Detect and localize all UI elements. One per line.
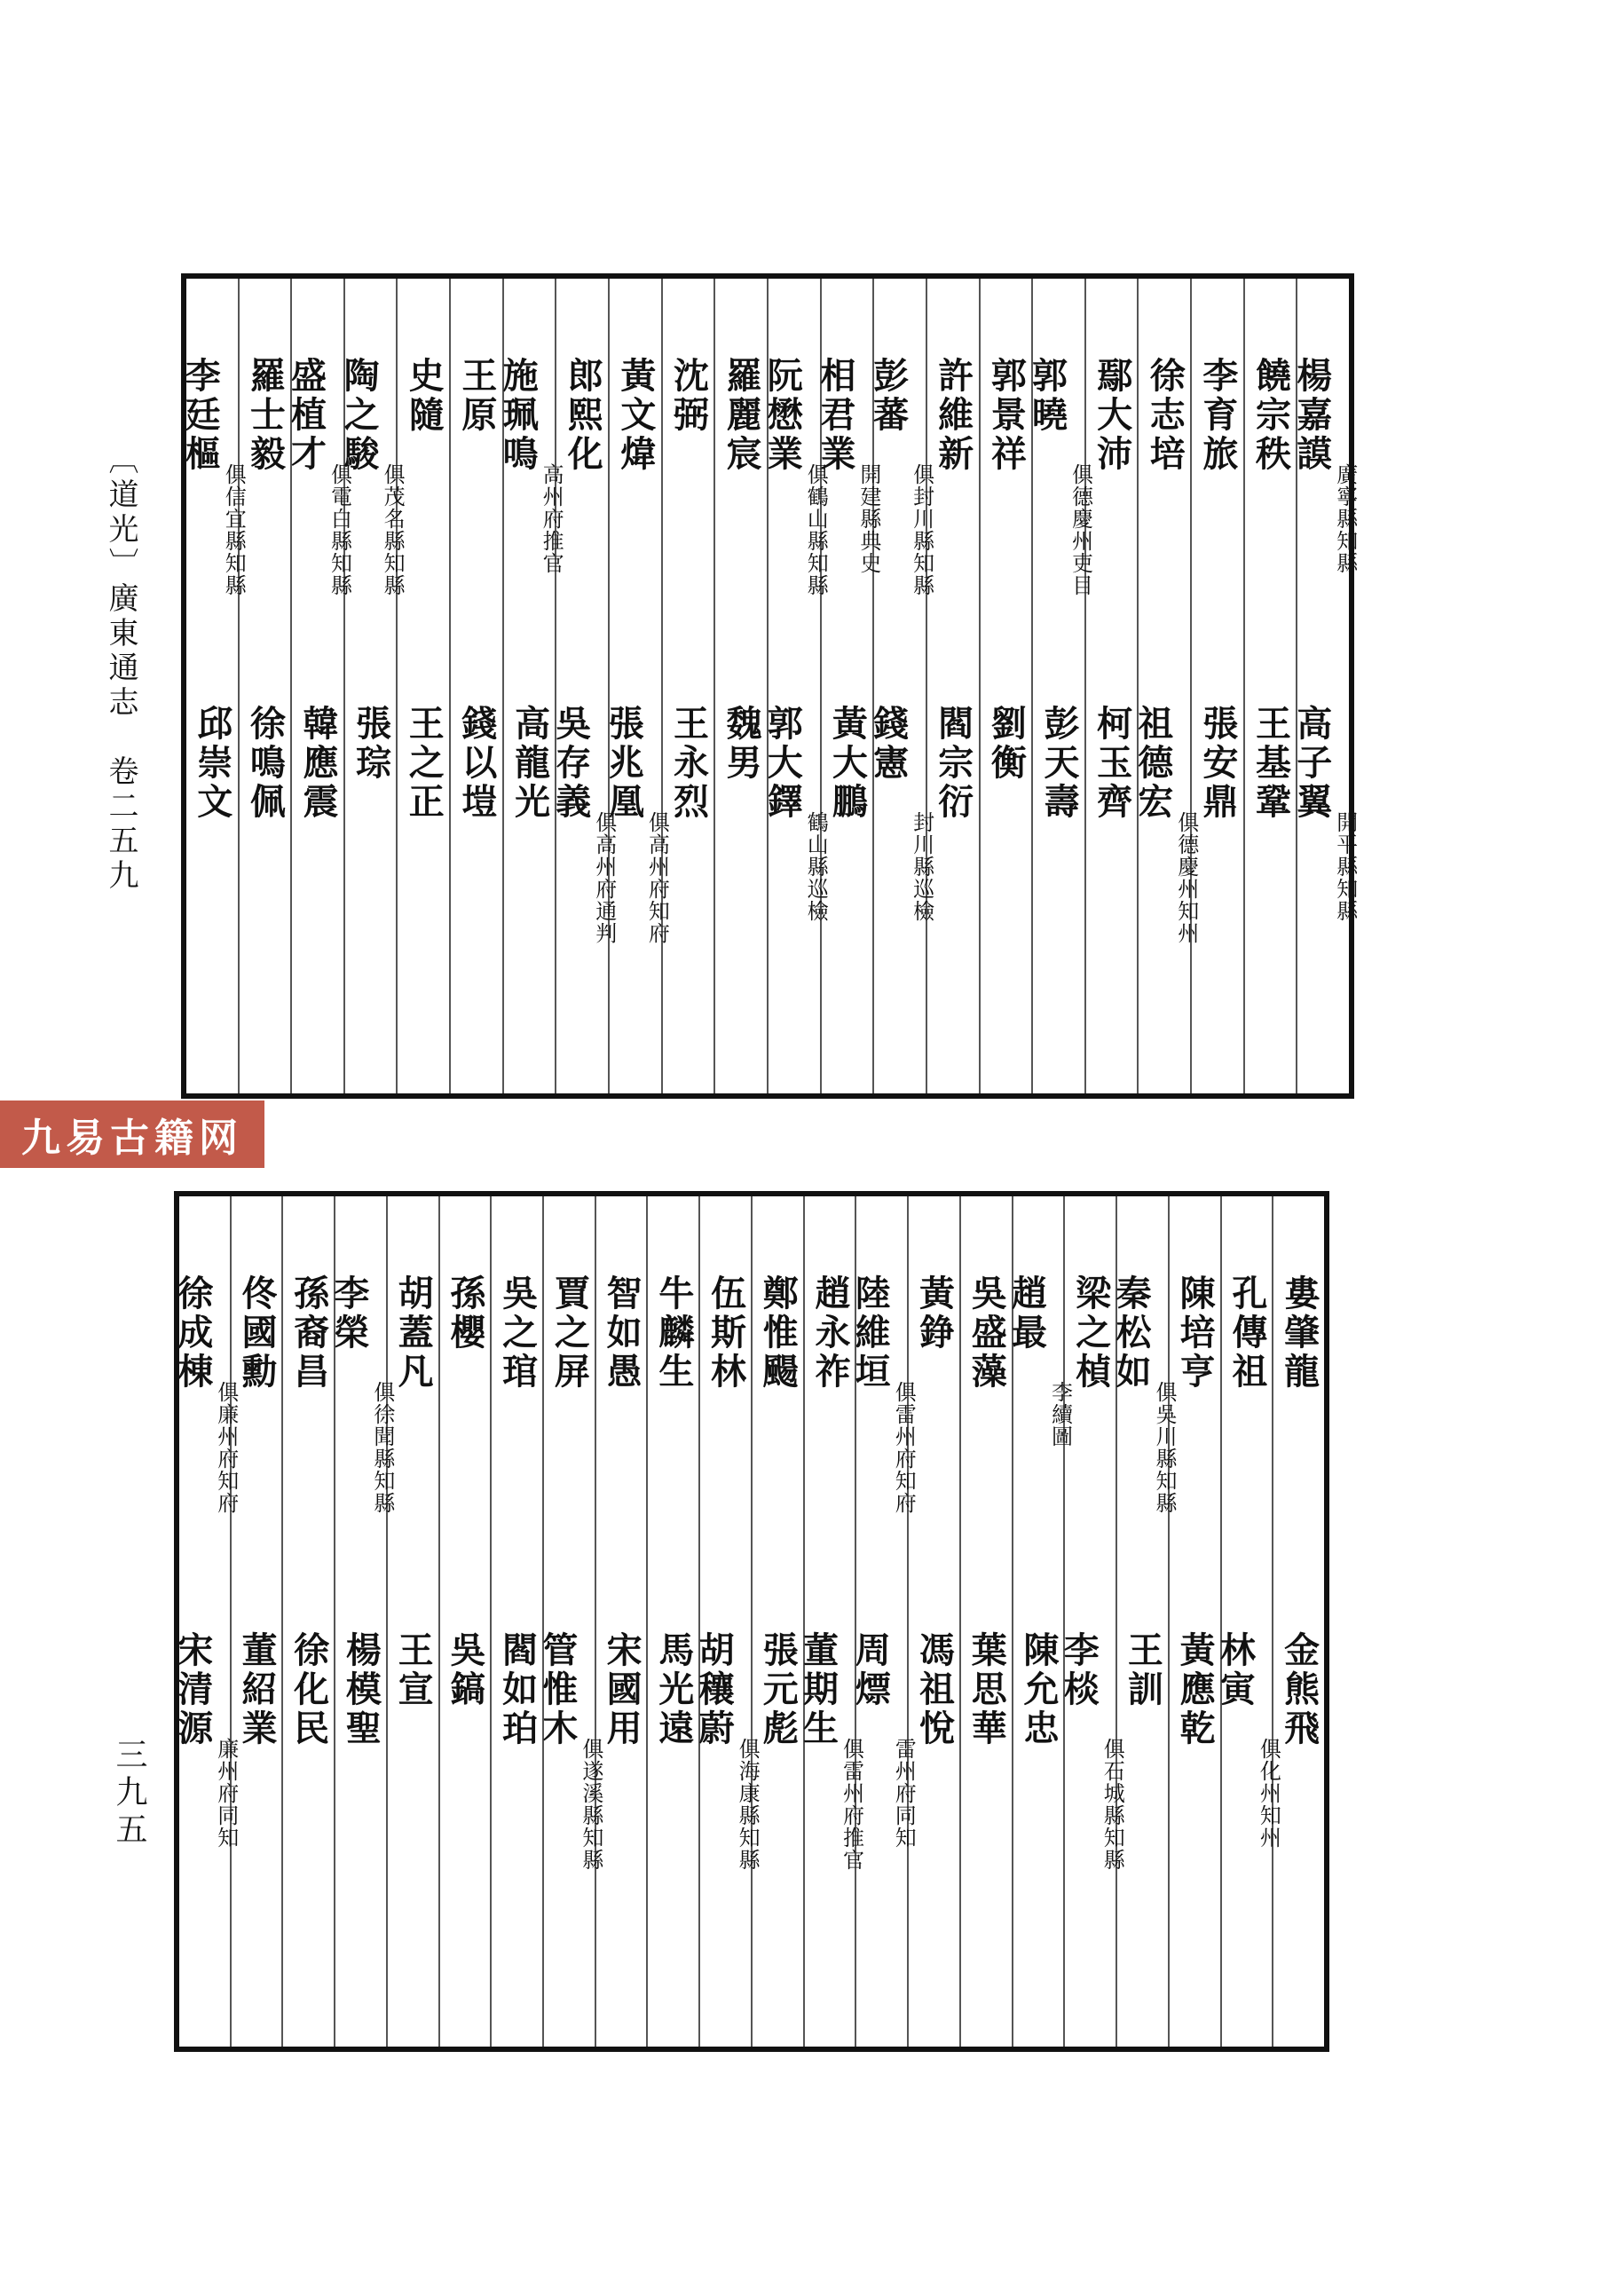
official-name: 阮懋業 xyxy=(761,357,804,474)
official-name: 郭大鐸 xyxy=(761,705,804,822)
official-name: 張元彪 xyxy=(757,1631,800,1748)
official-entry xyxy=(981,357,1032,474)
official-name: 郭景祥 xyxy=(985,357,1028,474)
official-name: 宋國用 xyxy=(601,1631,643,1748)
official-entry xyxy=(1109,1274,1177,1514)
official-entry xyxy=(867,705,934,922)
official-entry xyxy=(961,1274,1012,1392)
office-note: 俱雷州府知府 xyxy=(891,1381,917,1514)
official-name: 錢以塏 xyxy=(455,705,498,822)
register-column xyxy=(1214,1196,1281,2047)
official-name: 彭蕃 xyxy=(867,357,910,435)
official-entry xyxy=(822,705,873,822)
official-entry xyxy=(909,1631,959,1748)
office-note: 俱高州府通判 xyxy=(591,811,617,944)
official-entry xyxy=(1086,357,1138,474)
office-note: 俱吳川縣知縣 xyxy=(1151,1381,1177,1514)
official-entry xyxy=(1117,1631,1168,1709)
official-entry xyxy=(1026,357,1093,596)
official-name: 劉衡 xyxy=(985,705,1028,783)
official-entry xyxy=(186,705,238,822)
official-name: 李棪 xyxy=(1058,1631,1100,1709)
official-name: 王宣 xyxy=(392,1631,435,1709)
register-column xyxy=(797,1196,864,2047)
official-name: 陶之駿 xyxy=(338,357,381,474)
official-name: 楊嘉謨 xyxy=(1290,357,1333,474)
office-note: 俱遂溪縣知縣 xyxy=(578,1738,603,1871)
office-note: 開平縣知縣 xyxy=(1332,811,1358,922)
official-name: 黃文煒 xyxy=(614,357,657,474)
official-name: 魏男 xyxy=(721,705,763,783)
official-entry xyxy=(715,357,767,474)
official-entry xyxy=(440,1274,491,1353)
office-note: 俱封川縣知縣 xyxy=(909,463,934,596)
office-note: 俱徐聞縣知縣 xyxy=(369,1381,395,1514)
register-column xyxy=(396,279,449,1093)
official-name: 沈弼 xyxy=(667,357,710,435)
register-column xyxy=(761,279,829,1093)
register-column xyxy=(1005,1196,1073,2047)
official-entry xyxy=(715,705,767,783)
official-entry xyxy=(171,1274,239,1514)
register-column xyxy=(171,1196,239,2047)
register-column xyxy=(238,279,291,1093)
official-name: 相君業 xyxy=(814,357,856,474)
official-name: 佟國勳 xyxy=(235,1274,278,1392)
official-name: 李廷樞 xyxy=(179,357,222,474)
official-entry xyxy=(761,705,829,922)
official-entry xyxy=(335,1631,386,1748)
official-entry xyxy=(492,1274,542,1392)
official-name: 陸維垣 xyxy=(849,1274,892,1392)
official-entry xyxy=(753,1274,803,1392)
official-entry xyxy=(1273,1274,1324,1392)
register-column xyxy=(1290,279,1358,1093)
official-name: 金熊飛 xyxy=(1278,1631,1320,1748)
official-entry xyxy=(1005,1274,1073,1448)
official-name: 黃大鵬 xyxy=(826,705,869,822)
official-entry xyxy=(1222,1274,1273,1392)
official-entry xyxy=(1192,357,1243,474)
register-column xyxy=(1084,279,1138,1093)
official-entry xyxy=(544,1274,595,1392)
official-name: 李榮 xyxy=(327,1274,370,1353)
official-name: 高龍光 xyxy=(508,705,551,822)
office-note: 俱德慶州知州 xyxy=(1173,811,1199,944)
office-note: 開建縣典史 xyxy=(855,463,881,574)
official-name: 梁之楨 xyxy=(1069,1274,1112,1392)
official-name: 盛植才 xyxy=(285,357,327,474)
official-name: 王永烈 xyxy=(667,705,710,822)
official-entry xyxy=(345,705,397,783)
official-entry xyxy=(497,357,564,574)
office-note: 雷州府同知 xyxy=(891,1738,917,1849)
official-entry xyxy=(232,1274,282,1392)
official-entry xyxy=(700,1274,751,1392)
official-name: 許維新 xyxy=(932,357,974,474)
office-note: 廉州府同知 xyxy=(213,1738,239,1849)
official-entry xyxy=(1131,705,1199,944)
official-entry xyxy=(1214,1631,1281,1849)
official-entry xyxy=(1245,357,1297,474)
official-entry xyxy=(1033,705,1084,822)
official-name: 張安鼎 xyxy=(1196,705,1239,822)
official-entry xyxy=(596,1631,647,1748)
office-note: 鶴山縣巡檢 xyxy=(803,811,829,922)
official-entry xyxy=(232,1631,282,1748)
official-name: 吳鎬 xyxy=(444,1631,486,1709)
official-entry xyxy=(663,705,714,822)
official-name: 楊模聖 xyxy=(340,1631,382,1748)
official-name: 閻如珀 xyxy=(496,1631,539,1748)
watermark-logo: 九易古籍网 xyxy=(0,1100,264,1168)
official-entry xyxy=(549,705,617,944)
register-column xyxy=(230,1196,282,2047)
official-name: 董紹業 xyxy=(235,1631,278,1748)
official-name: 黃應乾 xyxy=(1174,1631,1217,1748)
official-entry xyxy=(761,357,829,596)
official-name: 韓應震 xyxy=(297,705,339,822)
register-column xyxy=(1168,1196,1220,2047)
upper-register xyxy=(179,273,1358,1099)
official-name: 吳存義 xyxy=(549,705,592,822)
official-name: 吳之琯 xyxy=(496,1274,539,1392)
official-entry xyxy=(451,705,502,822)
official-entry xyxy=(504,705,556,822)
official-name: 高子翼 xyxy=(1290,705,1333,822)
register-column xyxy=(646,1196,698,2047)
official-entry xyxy=(1139,357,1190,474)
register-column xyxy=(1190,279,1243,1093)
office-note: 俱廉州府知府 xyxy=(213,1381,239,1514)
official-entry xyxy=(981,705,1032,783)
official-name: 伍斯林 xyxy=(705,1274,747,1392)
official-name: 徐成棟 xyxy=(171,1274,214,1392)
official-name: 董期生 xyxy=(797,1631,840,1748)
official-entry xyxy=(398,705,449,822)
official-name: 賈之屏 xyxy=(548,1274,591,1392)
office-note: 封川縣巡檢 xyxy=(909,811,934,922)
official-name: 宋清源 xyxy=(171,1631,214,1748)
office-note: 俱德慶州吏目 xyxy=(1068,463,1093,596)
official-entry xyxy=(753,1631,803,1748)
lower-register xyxy=(171,1191,1329,2052)
official-name: 孫櫻 xyxy=(444,1274,486,1353)
official-entry xyxy=(1058,1631,1125,1871)
register-column xyxy=(1131,279,1199,1093)
official-entry xyxy=(388,1631,438,1709)
register-column xyxy=(327,1196,395,2047)
official-entry xyxy=(283,1631,334,1748)
official-entry xyxy=(849,1274,917,1514)
official-name: 馮祖悅 xyxy=(913,1631,956,1748)
official-name: 黃錚 xyxy=(913,1274,956,1353)
register-column xyxy=(713,279,767,1093)
office-note: 俱高州府知府 xyxy=(644,811,670,944)
official-name: 郭曉 xyxy=(1026,357,1068,435)
register-column xyxy=(926,279,979,1093)
official-entry xyxy=(1170,1631,1220,1748)
official-name: 陳培亨 xyxy=(1174,1274,1217,1392)
official-entry xyxy=(1170,1274,1220,1392)
official-entry xyxy=(285,357,352,596)
page-number: 三九五 xyxy=(111,1738,147,1850)
official-name: 王基鞏 xyxy=(1250,705,1292,822)
official-name: 史隨 xyxy=(403,357,445,435)
official-name: 林寅 xyxy=(1214,1631,1257,1709)
margin-title: 〔道光〕廣東通志 卷二五九 xyxy=(103,444,138,894)
register-column xyxy=(1243,279,1297,1093)
official-entry xyxy=(398,357,449,435)
register-column xyxy=(979,279,1032,1093)
official-name: 孔傳祖 xyxy=(1226,1274,1268,1392)
official-name: 葉思華 xyxy=(966,1631,1008,1748)
official-entry xyxy=(648,1274,698,1392)
official-entry xyxy=(1065,1274,1116,1392)
office-note: 俱石城縣知縣 xyxy=(1100,1738,1125,1871)
register-column xyxy=(1272,1196,1324,2047)
register-column xyxy=(595,1196,647,2047)
official-entry xyxy=(663,357,714,435)
official-name: 徐化民 xyxy=(288,1631,330,1748)
official-name: 王原 xyxy=(455,357,498,435)
official-name: 鄭惟颺 xyxy=(757,1274,800,1392)
office-note: 俱鶴山縣知縣 xyxy=(803,463,829,596)
official-name: 張琮 xyxy=(350,705,392,783)
official-entry xyxy=(1290,705,1358,922)
official-entry xyxy=(327,1274,395,1514)
official-name: 胡穰蔚 xyxy=(693,1631,736,1748)
office-note: 俱茂名縣知縣 xyxy=(380,463,406,596)
official-name: 鄢大沛 xyxy=(1091,357,1133,474)
official-entry xyxy=(1273,1631,1324,1748)
official-entry xyxy=(292,705,343,822)
official-name: 趙永祚 xyxy=(809,1274,852,1392)
official-name: 邱崇文 xyxy=(191,705,233,822)
official-entry xyxy=(283,1274,334,1392)
register-column xyxy=(179,279,247,1093)
official-entry xyxy=(1192,705,1243,822)
official-name: 陳允忠 xyxy=(1017,1631,1060,1748)
register-column xyxy=(281,1196,334,2047)
register-column xyxy=(285,279,352,1093)
official-entry xyxy=(240,357,291,474)
office-note: 俱電白縣知縣 xyxy=(327,463,352,596)
official-entry xyxy=(388,1274,438,1392)
official-entry xyxy=(240,705,291,822)
official-entry xyxy=(927,357,979,474)
register-column xyxy=(386,1196,438,2047)
official-name: 李育旅 xyxy=(1196,357,1239,474)
official-entry xyxy=(492,1631,542,1748)
official-entry xyxy=(797,1631,864,1871)
official-entry xyxy=(1013,1631,1064,1748)
official-entry xyxy=(1245,705,1297,822)
official-entry xyxy=(805,1274,855,1392)
official-name: 周熛 xyxy=(849,1631,892,1709)
register-column xyxy=(490,1196,542,2047)
official-name: 智如愚 xyxy=(601,1274,643,1392)
official-name: 管惟木 xyxy=(536,1631,579,1748)
official-name: 祖德宏 xyxy=(1131,705,1174,822)
office-note: 李續圖 xyxy=(1047,1381,1073,1448)
official-entry xyxy=(814,357,881,574)
official-name: 孫裔昌 xyxy=(288,1274,330,1392)
official-entry xyxy=(648,1631,698,1748)
register-column xyxy=(438,1196,491,2047)
official-name: 秦松如 xyxy=(1109,1274,1152,1392)
official-entry xyxy=(536,1631,603,1871)
official-name: 彭天壽 xyxy=(1037,705,1080,822)
official-name: 牛麟生 xyxy=(652,1274,695,1392)
register-column xyxy=(751,1196,803,2047)
official-entry xyxy=(610,357,661,474)
office-note: 俱化州知州 xyxy=(1256,1738,1281,1849)
official-name: 郎熙化 xyxy=(562,357,604,474)
official-entry xyxy=(927,705,979,822)
official-name: 婁肇龍 xyxy=(1278,1274,1320,1392)
official-entry xyxy=(596,1274,647,1392)
official-name: 徐鳴佩 xyxy=(244,705,287,822)
official-entry xyxy=(556,357,608,474)
official-entry xyxy=(179,357,247,596)
official-name: 羅士毅 xyxy=(244,357,287,474)
official-entry xyxy=(1290,357,1358,574)
official-entry xyxy=(961,1631,1012,1748)
official-name: 胡蓋凡 xyxy=(392,1274,435,1392)
official-entry xyxy=(693,1631,761,1871)
register-column xyxy=(693,1196,761,2047)
official-name: 柯玉齊 xyxy=(1091,705,1133,822)
official-name: 趙最 xyxy=(1005,1274,1048,1353)
official-name: 錢憲 xyxy=(867,705,910,783)
official-name: 王訓 xyxy=(1122,1631,1164,1709)
office-note: 俱雷州府推官 xyxy=(839,1738,864,1871)
register-column xyxy=(1026,279,1093,1093)
official-name: 張兆凰 xyxy=(603,705,645,822)
official-name: 閻宗衍 xyxy=(932,705,974,822)
official-name: 施珮鳴 xyxy=(497,357,540,474)
office-note: 高州府推官 xyxy=(539,463,564,574)
official-entry xyxy=(440,1631,491,1709)
official-name: 吳盛藻 xyxy=(966,1274,1008,1392)
register-column xyxy=(536,1196,603,2047)
official-name: 徐志培 xyxy=(1144,357,1186,474)
office-note: 廣寧縣知縣 xyxy=(1332,463,1358,574)
register-column xyxy=(497,279,564,1093)
office-note: 俱海康縣知縣 xyxy=(735,1738,761,1871)
official-entry xyxy=(451,357,502,435)
register-column xyxy=(907,1196,959,2047)
official-name: 饒宗秩 xyxy=(1250,357,1292,474)
register-column xyxy=(449,279,502,1093)
official-name: 馬光遠 xyxy=(652,1631,695,1748)
official-entry xyxy=(171,1631,239,1849)
official-entry xyxy=(909,1274,959,1353)
office-note: 俱信宜縣知縣 xyxy=(221,463,247,596)
register-column xyxy=(959,1196,1012,2047)
official-entry xyxy=(1086,705,1138,822)
official-name: 羅麗宸 xyxy=(721,357,763,474)
register-column xyxy=(661,279,714,1093)
official-name: 王之正 xyxy=(403,705,445,822)
